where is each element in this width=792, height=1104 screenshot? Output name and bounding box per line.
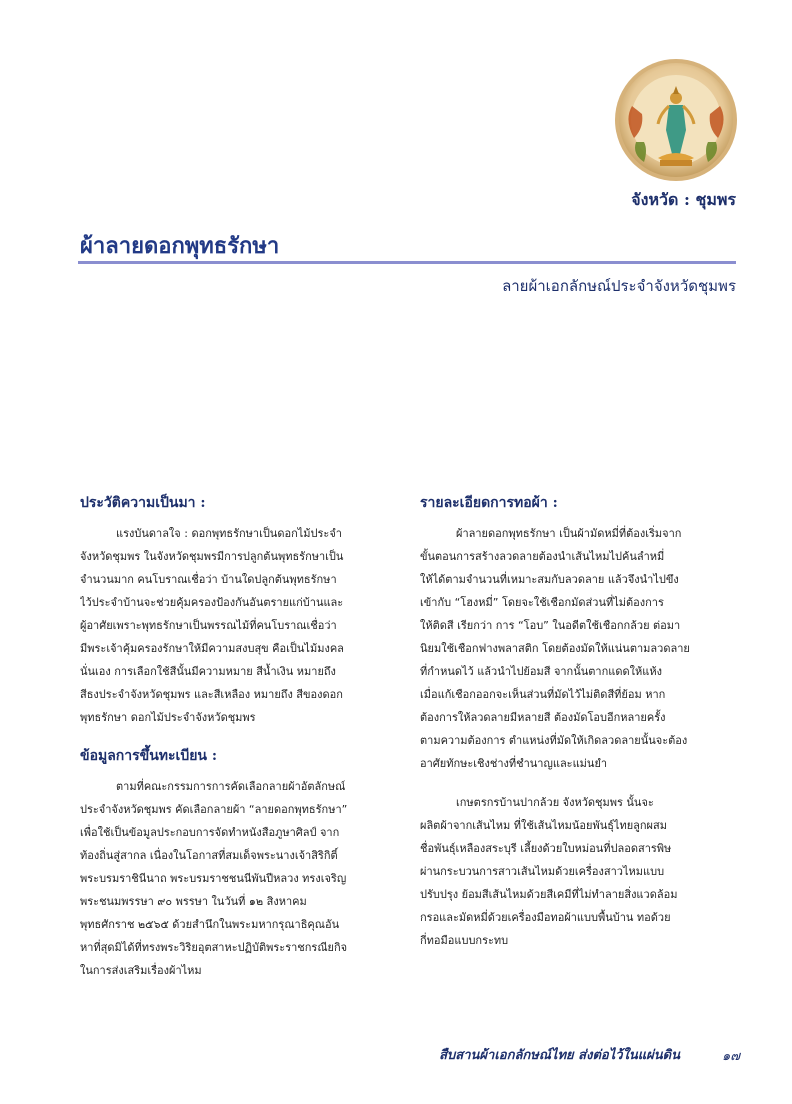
footer-tagline: สืบสานผ้าเอกลักษณ์ไทย ส่งต่อไว้ในแผ่นดิน (439, 1048, 680, 1063)
text-line: ผ่านกระบวนการสาวเส้นไหมด้วยเครื่องสาวไหมแบบ (420, 865, 665, 878)
text-line: มีพระเจ้าคุ้มครองรักษาให้มีความสงบสุข คือเป็นไม้มงคล (80, 642, 344, 655)
registration-paragraph (80, 775, 398, 982)
text-line: ให้ติดสี เรียกว่า การ “โอบ” ในอดีตใช้เชือกกล้วย ต่อมา (420, 619, 681, 632)
text-line: เข้ากับ “โฮงหมี่” โดยจะใช้เชือกมัดส่วนที่ไม่ต้องการ (420, 596, 664, 609)
text-line: ผลิตผ้าจากเส้นไหม ที่ใช้เส้นไหมน้อยพันธุ์ไทยลูกผสม (420, 819, 667, 832)
text-line: แรงบันดาลใจ : ดอกพุทธรักษาเป็นดอกไม้ประจำ (116, 527, 342, 540)
text-line: พระชนมพรรษา ๙๐ พรรษา ในวันที่ ๑๒ สิงหาคม (80, 895, 307, 908)
text-line: ในการส่งเสริมเรื่องผ้าไหม (80, 964, 202, 977)
text-line: อาศัยทักษะเชิงช่างที่ชำนาญและแม่นยำ (420, 757, 608, 770)
history-paragraph (80, 522, 398, 729)
text-line: เมื่อแก้เชือกออกจะเห็นส่วนที่มัดไว้ไม่ติดสีที่ย้อม หาก (420, 688, 666, 701)
text-line: พุทธรักษา ดอกไม้ประจำจังหวัดชุมพร (80, 711, 256, 724)
page-title: ผ้าลายดอกพุทธรักษา (80, 233, 280, 259)
text-line: หาที่สุดมิได้ที่ทรงพระวิริยอุตสาหะปฏิบัติพระราชกรณียกิจ (80, 941, 348, 954)
text-line: ผู้อาศัยเพราะพุทธรักษาเป็นพรรณไม้ที่คนโบราณเชื่อว่า (80, 619, 337, 632)
text-line: ตามที่คณะกรรมการการคัดเลือกลายผ้าอัตลักษณ์ (116, 780, 346, 793)
text-line: ไว้ประจำบ้านจะช่วยคุ้มครองป้องกันอันตรายแก่บ้านและ (80, 596, 344, 609)
text-line: ประจำจังหวัดชุมพร คัดเลือกลายผ้า “ลายดอกพุทธรักษา” (80, 803, 348, 816)
text-line: พุทธศักราช ๒๕๖๕ ด้วยสำนึกในพระมหากรุณาธิคุณอัน (80, 918, 340, 931)
text-line: ชื่อพันธุ์เหลืองสระบุรี เลี้ยงด้วยใบหม่อนที่ปลอดสารพิษ (420, 842, 672, 855)
text-line: กี่ทอมือแบบกระทบ (420, 934, 509, 947)
text-line: ต้องการให้ลวดลายมีหลายสี ต้องมัดโอบอีกหลายครั้ง (420, 711, 666, 724)
text-line: นั่นเอง การเลือกใช้สีนั้นมีความหมาย สีน้ำเงิน หมายถึง (80, 665, 336, 678)
weaving-paragraph-1 (420, 522, 738, 775)
text-line: ผ้าลายดอกพุทธรักษา เป็นผ้ามัดหมี่ที่ต้องเริ่มจาก (456, 527, 682, 540)
text-line: ให้ได้ตามจำนวนที่เหมาะสมกับลวดลาย แล้วจึงนำไปขึง (420, 573, 679, 586)
weaving-paragraph-2 (420, 791, 738, 952)
text-line: ตามความต้องการ ตำแหน่งที่มัดให้เกิดลวดลายนั้นจะต้อง (420, 734, 688, 747)
registration-heading: ข้อมูลการขึ้นทะเบียน : (80, 748, 218, 764)
province-label: จังหวัด : ชุมพร (631, 190, 736, 209)
left-column (80, 492, 398, 982)
text-line: นิยมใช้เชือกฟางพลาสติก โดยต้องมัดให้แน่นตามลวดลาย (420, 642, 690, 655)
text-line: ที่กำหนดไว้ แล้วนำไปย้อมสี จากนั้นตากแดดให้แห้ง (420, 665, 662, 678)
text-line: ปรับปรุง ย้อมสีเส้นไหมด้วยสีเคมีที่ไม่ทำลายสิ่งแวดล้อม (420, 888, 678, 901)
text-line: พระบรมราชินีนาถ พระบรมราชชนนีพันปีหลวง ทรงเจริญ (80, 872, 347, 885)
text-line: ท้องถิ่นสู่สากล เนื่องในโอกาสที่สมเด็จพระนางเจ้าสิริกิติ์ (80, 849, 338, 862)
title-divider (78, 261, 736, 264)
text-line: จำนวนมาก คนโบราณเชื่อว่า บ้านใดปลูกต้นพุทธรักษา (80, 573, 337, 586)
text-line: ขั้นตอนการสร้างลวดลายต้องนำเส้นไหมไปค้นลำหมี่ (420, 550, 665, 563)
history-heading: ประวัติความเป็นมา : (80, 495, 206, 511)
text-line: จังหวัดชุมพร ในจังหวัดชุมพรมีการปลูกต้นพุทธรักษาเป็น (80, 550, 344, 563)
right-column (420, 492, 738, 952)
text-line: เกษตรกรบ้านปากล้วย จังหวัดชุมพร นั้นจะ (456, 796, 654, 809)
page-subtitle: ลายผ้าเอกลักษณ์ประจำจังหวัดชุมพร (502, 277, 736, 295)
weaving-heading: รายละเอียดการทอผ้า : (420, 495, 558, 511)
text-line: กรอและมัดหมี่ด้วยเครื่องมือทอผ้าแบบพื้นบ้าน ทอด้วย (420, 911, 671, 924)
chumphon-seal-emblem (614, 58, 738, 182)
page-number: ๑๗ (721, 1049, 740, 1064)
seal-graphic (614, 58, 738, 182)
text-line: เพื่อใช้เป็นข้อมูลประกอบการจัดทำหนังสือภูษาศิลป์ จาก (80, 826, 340, 839)
text-line: สีธงประจำจังหวัดชุมพร และสีเหลือง หมายถึง สีของดอก (80, 688, 343, 701)
